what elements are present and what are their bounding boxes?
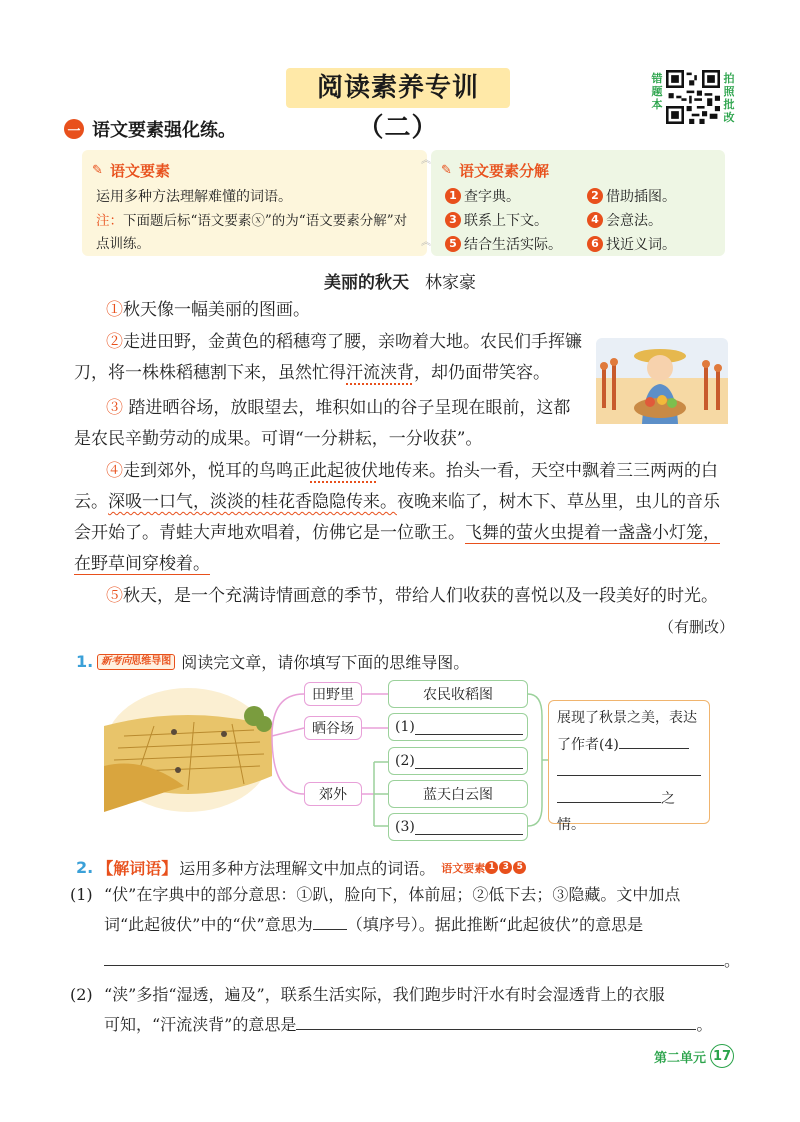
mindmap-answer-3[interactable]	[388, 813, 528, 841]
text: 地传来。抬头一看，天空中飘着三三两两的白	[378, 461, 718, 481]
text: 3	[445, 212, 461, 228]
text: 6	[587, 236, 603, 252]
text: 展现了秋景之美，表达	[557, 710, 697, 726]
clip-icon: ︽	[421, 155, 431, 166]
text: 之情。	[557, 791, 675, 833]
section-badge: 一	[64, 119, 84, 139]
text: 走到郊外，悦耳的鸟鸣正	[123, 461, 310, 481]
question-1	[76, 650, 469, 673]
note-label: 注：	[96, 213, 123, 229]
underlined-sentence: 飞舞的萤火虫提着一盏盏小灯笼，	[465, 523, 720, 543]
text: 。	[696, 1015, 713, 1034]
text: 了作者(4)	[557, 737, 619, 753]
paragraph-1	[106, 296, 310, 325]
paragraph-2-line-1	[106, 328, 582, 357]
paragraph-2-line-2	[74, 359, 550, 388]
text: 查字典。	[464, 189, 520, 205]
mindmap-box-sky: 蓝天白云图	[388, 780, 528, 808]
paragraph-3-line-1	[106, 394, 570, 423]
decomp-item	[445, 186, 520, 206]
answer-blank[interactable]	[104, 946, 724, 966]
source-note: （有删改）	[658, 618, 734, 636]
article-title: 美丽的秋天	[324, 273, 409, 293]
page-title: 阅读素养专训（二）	[286, 68, 510, 108]
mindmap-node-field: 田野里	[304, 682, 362, 706]
clip-icon: ︽	[421, 237, 431, 248]
text: 语文要素	[441, 861, 486, 875]
wavy-sentence: 深吸一口气，淡淡的桂花香隐隐传来。	[108, 492, 397, 512]
qr-left-label: 错题本	[651, 72, 663, 111]
unit-label: 第二单元	[653, 1050, 706, 1066]
text: 夜晚来临了，树木下、草丛里，虫儿的音乐	[397, 492, 720, 512]
text: 。	[724, 951, 741, 970]
text: 会意法。	[606, 213, 662, 229]
text: ③	[106, 398, 123, 418]
text: 结合生活实际。	[464, 237, 562, 253]
paragraph-4-line-1	[106, 457, 718, 486]
text: “浃”多指“湿透，遍及”，联系生活实际，我们跑步时汗水有时会湿透背上的衣服	[104, 985, 665, 1004]
text: 阅读完文章，请你填写下面的思维导图。	[181, 653, 470, 672]
text: 【解词语】	[97, 859, 178, 878]
decomp-heading: 语文要素分解	[459, 162, 550, 180]
mindmap-answer-4[interactable]	[557, 731, 701, 758]
element-box	[82, 150, 427, 256]
decomp-item	[587, 186, 676, 206]
mindmap-answer-1[interactable]	[388, 713, 528, 741]
text: 秋天像一幅美丽的图画。	[123, 300, 310, 320]
text: 5	[513, 861, 526, 874]
text: 2	[587, 188, 603, 204]
text: 1.	[76, 652, 94, 671]
dotted-word: 此起彼伏	[310, 461, 378, 481]
mindmap-node-suburb: 郊外	[304, 782, 362, 806]
text: (1)	[395, 719, 415, 735]
text: ，却仍面带笑容。	[414, 363, 550, 383]
text: ⑤	[106, 586, 123, 606]
text: 是农民辛勤劳动的成果。可谓“一分耕耘，一分收获”。	[74, 429, 483, 449]
element-heading: 语文要素	[110, 162, 171, 180]
text: 借助插图。	[606, 189, 676, 205]
text: 可知，“汗流浃背”的意思是	[104, 1015, 297, 1034]
mindmap-box-harvest: 农民收稻图	[388, 680, 528, 708]
text: 新考向	[101, 655, 132, 667]
article-title-line	[0, 268, 800, 293]
pen-icon: ✎	[92, 162, 103, 178]
text: (1)	[70, 885, 93, 904]
mindmap-answer-2[interactable]	[388, 747, 528, 775]
underlined-sentence: 在野草间穿梭着。	[74, 554, 210, 574]
q2-sub-2	[70, 980, 740, 1040]
element-tag	[441, 860, 527, 876]
paragraph-4-line-2	[74, 488, 720, 517]
text: 秋天，是一个充满诗情画意的季节，带给人们收获的喜悦以及一段美好的时光。	[123, 586, 718, 606]
mindmap-result-box	[548, 700, 710, 833]
paragraph-4-line-4	[74, 550, 210, 579]
qr-block[interactable]	[650, 70, 734, 126]
text: 5	[445, 236, 461, 252]
text: 联系上下文。	[464, 213, 548, 229]
new-direction-tag	[97, 654, 175, 670]
text: 思维导图	[131, 655, 172, 667]
decomp-item	[587, 234, 676, 254]
text: 找近义词。	[606, 237, 676, 253]
qr-code-icon[interactable]	[666, 70, 720, 124]
answer-blank[interactable]	[296, 1010, 696, 1030]
text: 运用多种方法理解文中加点的词语。	[179, 859, 436, 878]
decomp-item	[445, 234, 562, 254]
text: ②	[106, 332, 123, 352]
q2-sub-1	[70, 880, 741, 976]
text: (2)	[395, 753, 415, 769]
text: 4	[587, 212, 603, 228]
text: 会开始了。青蛙大声地欢唱着，仿佛它是一位歌王。	[74, 523, 465, 543]
text: 走进田野，金黄色的稻穗弯了腰，亲吻着大地。农民们手挥镰	[123, 332, 582, 352]
note-text: 下面题后标“语文要素ⓧ”的为“语文要素分解”对点训练。	[96, 213, 408, 252]
pen-icon: ✎	[441, 162, 452, 178]
text: 3	[499, 861, 512, 874]
article-author: 林家豪	[425, 273, 476, 293]
text: (2)	[70, 985, 93, 1004]
farmer-illustration	[596, 338, 728, 424]
qr-right-label: 拍照批改	[723, 72, 735, 124]
dotted-word: 汗流浃背	[346, 363, 414, 383]
paragraph-5	[106, 582, 718, 611]
text: “伏”在字典中的部分意思：①趴，脸向下，体前屈；②低下去；③隐藏。文中加点	[104, 885, 681, 904]
decomp-item	[587, 210, 662, 230]
section-title: 语文要素强化练。	[92, 120, 236, 141]
text: 词“此起彼伏”中的“伏”意思为	[104, 915, 313, 934]
question-2	[76, 856, 527, 879]
paragraph-4-line-3	[74, 519, 720, 548]
text: 1	[485, 861, 498, 874]
section-heading	[64, 118, 236, 140]
text: 2.	[76, 858, 94, 877]
text: ④	[106, 461, 123, 481]
mindmap-node-yard: 晒谷场	[304, 716, 362, 740]
text: 1	[445, 188, 461, 204]
decomp-item	[445, 210, 548, 230]
page-number: 17	[710, 1044, 734, 1068]
text: （填序号）。据此推断“此起彼伏”的意思是	[346, 915, 644, 934]
text: 踏进晒谷场，放眼望去，堆积如山的谷子呈现在眼前，这都	[123, 398, 571, 418]
decomp-box	[431, 150, 725, 256]
answer-blank[interactable]	[313, 912, 347, 930]
text: ①	[106, 300, 123, 320]
element-desc: 运用多种方法理解难懂的词语。	[96, 189, 292, 205]
text: 刀，将一株株稻穗割下来，虽然忙得	[74, 363, 346, 383]
element-note	[96, 210, 416, 256]
text: 云。	[74, 492, 108, 512]
paragraph-3-line-2	[74, 425, 482, 454]
text: (3)	[395, 819, 415, 835]
harvest-field-illustration	[104, 686, 272, 812]
page-footer	[654, 1044, 734, 1068]
